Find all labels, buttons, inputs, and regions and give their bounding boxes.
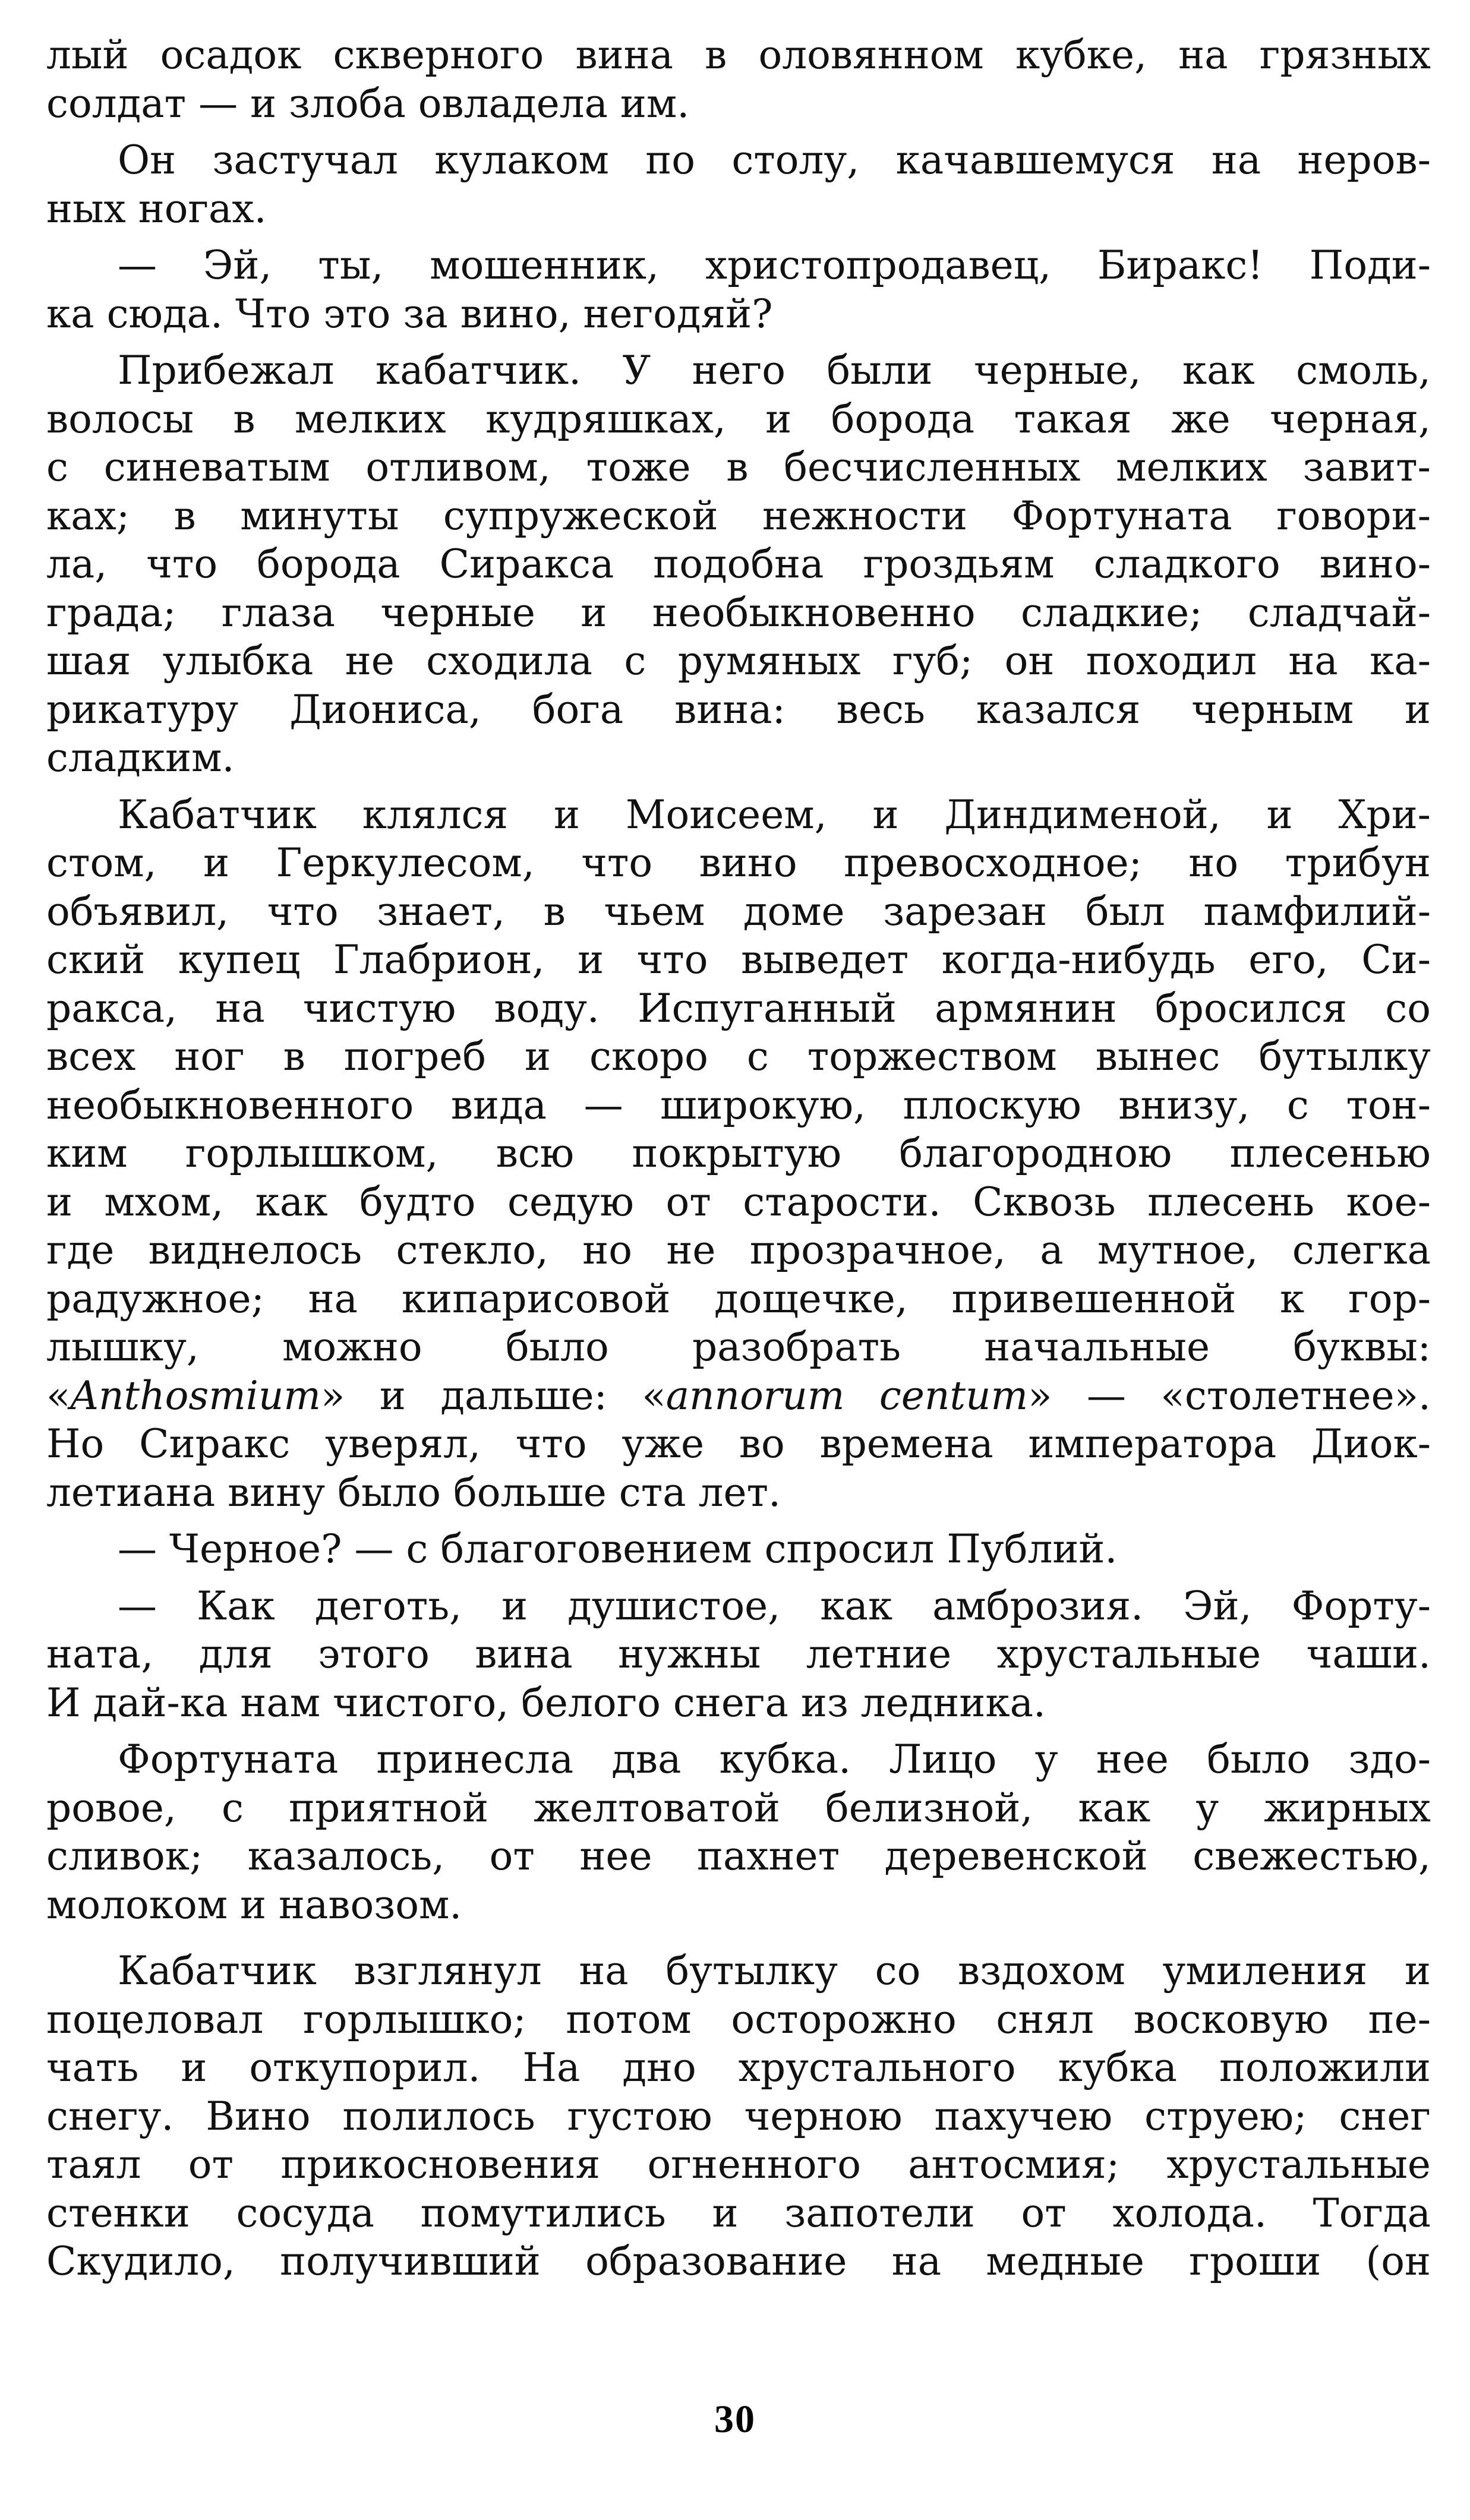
paragraph-1 bbox=[46, 31, 1431, 128]
text-line: радужное; на кипарисовой дощечке, привешенной к гор- bbox=[46, 1275, 1431, 1322]
text-line: объявил, что знает, в чьем доме зарезан был памфилий- bbox=[46, 888, 1431, 934]
text-line: Но Сиракс уверял, что уже во времена императора Диок- bbox=[46, 1421, 1431, 1467]
text-line: сладким. bbox=[46, 735, 235, 781]
text-line: необыкновенного вида — широкую, плоскую внизу, с тон- bbox=[46, 1082, 1431, 1128]
text-line: лый осадок скверного вина в оловянном кубке, на грязных bbox=[46, 32, 1431, 78]
text-line: поцеловал горлышко; потом осторожно снял восковую пе- bbox=[46, 1996, 1431, 2042]
text-line: ский купец Глабрион, и что выведет когда-нибудь его, Си- bbox=[46, 937, 1431, 983]
paragraph-7 bbox=[46, 1582, 1431, 1728]
text-line: где виднелось стекло, но не прозрачное, а мутное, слегка bbox=[46, 1227, 1431, 1273]
text-line: ла, что борода Сиракса подобна гроздьям сладкого вино- bbox=[46, 541, 1431, 587]
text-line: Прибежал кабатчик. У него были черные, как смоль, bbox=[118, 348, 1431, 393]
text-line: Кабатчик клялся и Моисеем, и Диндименой, и Хри- bbox=[118, 791, 1431, 838]
text-line: И дай-ка нам чистого, белого снега из ледника. bbox=[46, 1679, 1046, 1726]
text-line: — Эй, ты, мошенник, христопродавец, Биракс! Поди- bbox=[118, 242, 1431, 288]
text-line: снегу. Вино полилось густою черною пахучею струею; снег bbox=[46, 2093, 1431, 2139]
text-line: с синеватым отливом, тоже в бесчисленных мелких завит- bbox=[46, 444, 1431, 490]
text-line: Кабатчик взглянул на бутылку со вздохом умиления и bbox=[118, 1948, 1431, 1994]
text-line: и мхом, как будто седую от старости. Сквозь плесень кое- bbox=[46, 1179, 1431, 1225]
paragraph-4 bbox=[46, 346, 1431, 782]
text-line: ким горлышком, всю покрытую благородною плесенью bbox=[46, 1130, 1431, 1176]
text-line: рикатуру Диониса, бога вина: весь казался черным и bbox=[46, 686, 1431, 732]
italic-anthosmium: Anthosmium bbox=[70, 1372, 321, 1419]
paragraph-2 bbox=[46, 136, 1431, 233]
text-line: Фортуната принесла два кубка. Лицо у нее было здо- bbox=[118, 1736, 1431, 1782]
text-line: ровое, с приятной желтоватой белизной, как у жирных bbox=[46, 1785, 1431, 1831]
text-line: — Черное? — с благоговением спросил Публий. bbox=[118, 1526, 1118, 1572]
text-line: Он застучал кулаком по столу, качавшемуся на неров- bbox=[118, 137, 1431, 183]
text-line: града; глаза черные и необыкновенно сладкие; сладчай- bbox=[46, 589, 1431, 636]
text-line: лышку, можно было разобрать начальные буквы: bbox=[46, 1324, 1431, 1370]
paragraph-8 bbox=[46, 1735, 1431, 1929]
text-line: — Как деготь, и душистое, как амброзия. Эй, Форту- bbox=[118, 1583, 1431, 1629]
text-line: ната, для этого вина нужны летние хрустальные чаши. bbox=[46, 1631, 1431, 1677]
text-line: ка сюда. Что это за вино, негодяй? bbox=[46, 290, 773, 337]
text-line: летиана вину было больше ста лет. bbox=[46, 1469, 781, 1515]
text-line: Скудило, получивший образование на медные гроши (он bbox=[46, 2238, 1431, 2284]
text-line: таял от прикосновения огненного антосмия; хрустальные bbox=[46, 2142, 1431, 2187]
text-line: солдат — и злоба овладела им. bbox=[46, 80, 690, 127]
text-line: волосы в мелких кудряшках, и борода такая же черная, bbox=[46, 396, 1431, 442]
paragraph-3 bbox=[46, 241, 1431, 338]
italic-annorum-centum: annorum centum bbox=[665, 1372, 1029, 1419]
text-line-with-latin: «Anthosmium» и дальше: «annorum centum» — «столетнее». bbox=[46, 1372, 1431, 1419]
text-line: сливок; казалось, от нее пахнет деревенской свежестью, bbox=[46, 1833, 1431, 1879]
text-line: молоком и навозом. bbox=[46, 1881, 462, 1928]
text-line: шая улыбка не сходила с румяных губ; он походил на ка- bbox=[46, 638, 1431, 684]
paragraph-6 bbox=[46, 1525, 1431, 1574]
text-line: ракса, на чистую воду. Испуганный армянин бросился со bbox=[46, 985, 1431, 1031]
page-number: 30 bbox=[714, 2398, 756, 2441]
text-line: чать и откупорил. На дно хрустального кубка положили bbox=[46, 2045, 1431, 2090]
paragraph-9 bbox=[46, 1947, 1431, 2286]
text-line: стом, и Геркулесом, что вино превосходное; но трибун bbox=[46, 840, 1431, 886]
paragraph-5 bbox=[46, 791, 1431, 1517]
text-line: ках; в минуты супружеской нежности Фортуната говори- bbox=[46, 492, 1431, 539]
text-line: стенки сосуда помутились и запотели от холода. Тогда bbox=[46, 2190, 1431, 2236]
text-line: всех ног в погреб и скоро с торжеством вынес бутылку bbox=[46, 1034, 1431, 1079]
text-line: ных ногах. bbox=[46, 185, 267, 232]
book-page bbox=[46, 31, 1431, 2496]
